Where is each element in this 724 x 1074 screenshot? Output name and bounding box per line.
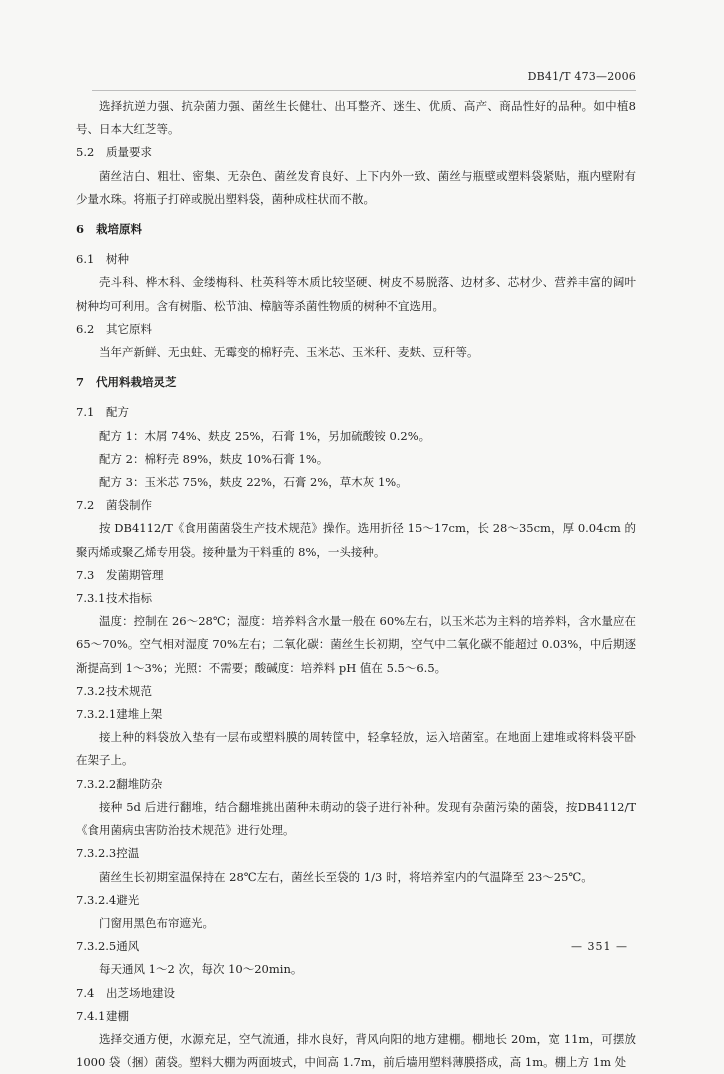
section-title: 质量要求	[106, 145, 152, 160]
section-title: 技术指标	[106, 591, 152, 606]
document-body	[76, 95, 636, 1074]
subsection-heading	[76, 935, 636, 958]
paragraph: 配方 3：玉米芯 75%，麸皮 22%，石膏 2%，草木灰 1%。	[99, 475, 408, 490]
paragraph: 温度：控制在 26～28℃；湿度：培养料含水量一般在 60%左右，以玉米芯为主料的培养料，含水量应在 65～70%。空气相对湿度 70%左右；二氧化碳：菌丝生长初期，空气中二氧化碳不能超过 0.03%，中后期逐渐提高到 1～3%；光照：不需要；酸碱度：培养料 pH 值在 5.5～6.5。	[76, 614, 636, 675]
section-number: 7.3.2	[76, 683, 106, 698]
paragraph: 门窗用黑色布帘遮光。	[99, 915, 214, 930]
section-title: 配方	[106, 405, 129, 420]
subsection-heading	[76, 1005, 636, 1028]
section-number: 6	[76, 222, 85, 237]
subsection-heading	[76, 564, 636, 587]
section-number: 5.2	[76, 145, 95, 160]
section-title: 树种	[106, 252, 129, 267]
subsection-heading	[76, 982, 636, 1005]
subsection-heading	[76, 401, 636, 424]
paragraph: 接上种的料袋放入垫有一层布或塑料膜的周转筐中，轻拿轻放，运入培菌室。在地面上建堆或将料袋平卧在架子上。	[76, 730, 636, 768]
subsection-heading	[76, 587, 636, 610]
paragraph: 菌丝洁白、粗壮、密集、无杂色、菌丝发育良好、上下内外一致、菌丝与瓶壁或塑料袋紧贴，瓶内壁附有少量水珠。将瓶子打碎或脱出塑料袋，菌种成柱状而不散。	[76, 168, 636, 206]
paragraph: 配方 1：木屑 74%、麸皮 25%，石膏 1%，另加硫酸铵 0.2%。	[99, 428, 431, 443]
section-title: 发菌期管理	[106, 567, 164, 582]
section-title: 建棚	[106, 1008, 129, 1023]
section-number: 6.1	[76, 252, 95, 267]
section-number: 7.3.2.5	[76, 939, 117, 954]
section-title: 翻堆防杂	[116, 776, 163, 791]
section-title: 栽培原料	[96, 222, 142, 237]
section-number: 7.4	[76, 985, 95, 1000]
paragraph: 按 DB4112/T《食用菌菌袋生产技术规范》操作。选用折径 15～17cm，长 28～35cm，厚 0.04cm 的聚丙烯或聚乙烯专用袋。接种量为干料重的 8%，一头接种。	[76, 521, 636, 559]
section-number: 7.3.2.4	[76, 892, 117, 907]
paragraph: 每天通风 1～2 次，每次 10～20min。	[99, 962, 303, 977]
paragraph: 壳斗科、桦木科、金缕梅科、杜英科等木质比较坚硬、树皮不易脱落、边材多、芯材少、营养丰富的阔叶树种均可利用。含有树脂、松节油、樟脑等杀菌性物质的树种不宜选用。	[76, 275, 636, 313]
subsection-heading	[76, 494, 636, 517]
paragraph: 选择交通方便，水源充足，空气流通，排水良好，背风向阳的地方建棚。棚地长 20m，宽 11m，可摆放 1000 袋（捆）菌袋。塑料大棚为两面坡式，中间高 1.7m，前后墙用塑料薄膜搭成，高 1m。棚上方 1m 处	[76, 1031, 636, 1070]
section-heading	[76, 371, 636, 394]
section-number: 7.3	[76, 567, 95, 582]
section-number: 7.3.2.2	[76, 776, 117, 791]
section-title: 建堆上架	[116, 707, 163, 722]
section-heading	[76, 218, 636, 241]
section-title: 菌袋制作	[106, 498, 152, 513]
subsection-heading	[76, 889, 636, 912]
paragraph: 菌丝生长初期室温保持在 28℃左右，菌丝长至袋的 1/3 时，将培养室内的气温降至 23～25℃。	[99, 869, 593, 884]
section-title: 技术规范	[106, 683, 152, 698]
subsection-heading	[76, 773, 636, 796]
section-number: 7.3.1	[76, 591, 106, 606]
section-number: 7.3.2.1	[76, 707, 117, 722]
section-number: 7.4.1	[76, 1008, 106, 1023]
subsection-heading	[76, 842, 636, 865]
section-title: 通风	[116, 939, 140, 954]
header-rule	[92, 90, 636, 91]
subsection-heading	[76, 680, 636, 703]
paragraph: 接种 5d 后进行翻堆，结合翻堆挑出菌种未萌动的袋子进行补种。发现有杂菌污染的菌袋，按DB4112/T《食用菌病虫害防治技术规范》进行处理。	[76, 799, 636, 838]
standard-number: DB41/T 473—2006	[527, 70, 636, 83]
paragraph: 配方 2：棉籽壳 89%，麸皮 10%石膏 1%。	[99, 451, 329, 466]
section-number: 7.2	[76, 498, 95, 513]
paragraph: 选择抗逆力强、抗杂菌力强、菌丝生长健壮、出耳整齐、迷生、优质、高产、商品性好的品种。如中植8号、日本大红芝等。	[76, 99, 636, 137]
section-title: 代用料栽培灵芝	[96, 375, 177, 390]
subsection-heading	[76, 703, 636, 726]
subsection-heading	[76, 248, 636, 271]
section-title: 出芝场地建设	[106, 985, 175, 1000]
section-number: 7	[76, 375, 85, 390]
section-number: 6.2	[76, 321, 95, 336]
subsection-heading	[76, 318, 636, 341]
section-number: 7.1	[76, 405, 95, 420]
section-title: 控温	[116, 846, 140, 861]
section-title: 避光	[116, 892, 140, 907]
section-title: 其它原料	[106, 321, 152, 336]
subsection-heading	[76, 141, 636, 164]
page-number: — 351 —	[571, 940, 628, 953]
section-number: 7.3.2.3	[76, 846, 117, 861]
paragraph: 当年产新鲜、无虫蛀、无霉变的棉籽壳、玉米芯、玉米秆、麦麸、豆秆等。	[99, 345, 479, 360]
